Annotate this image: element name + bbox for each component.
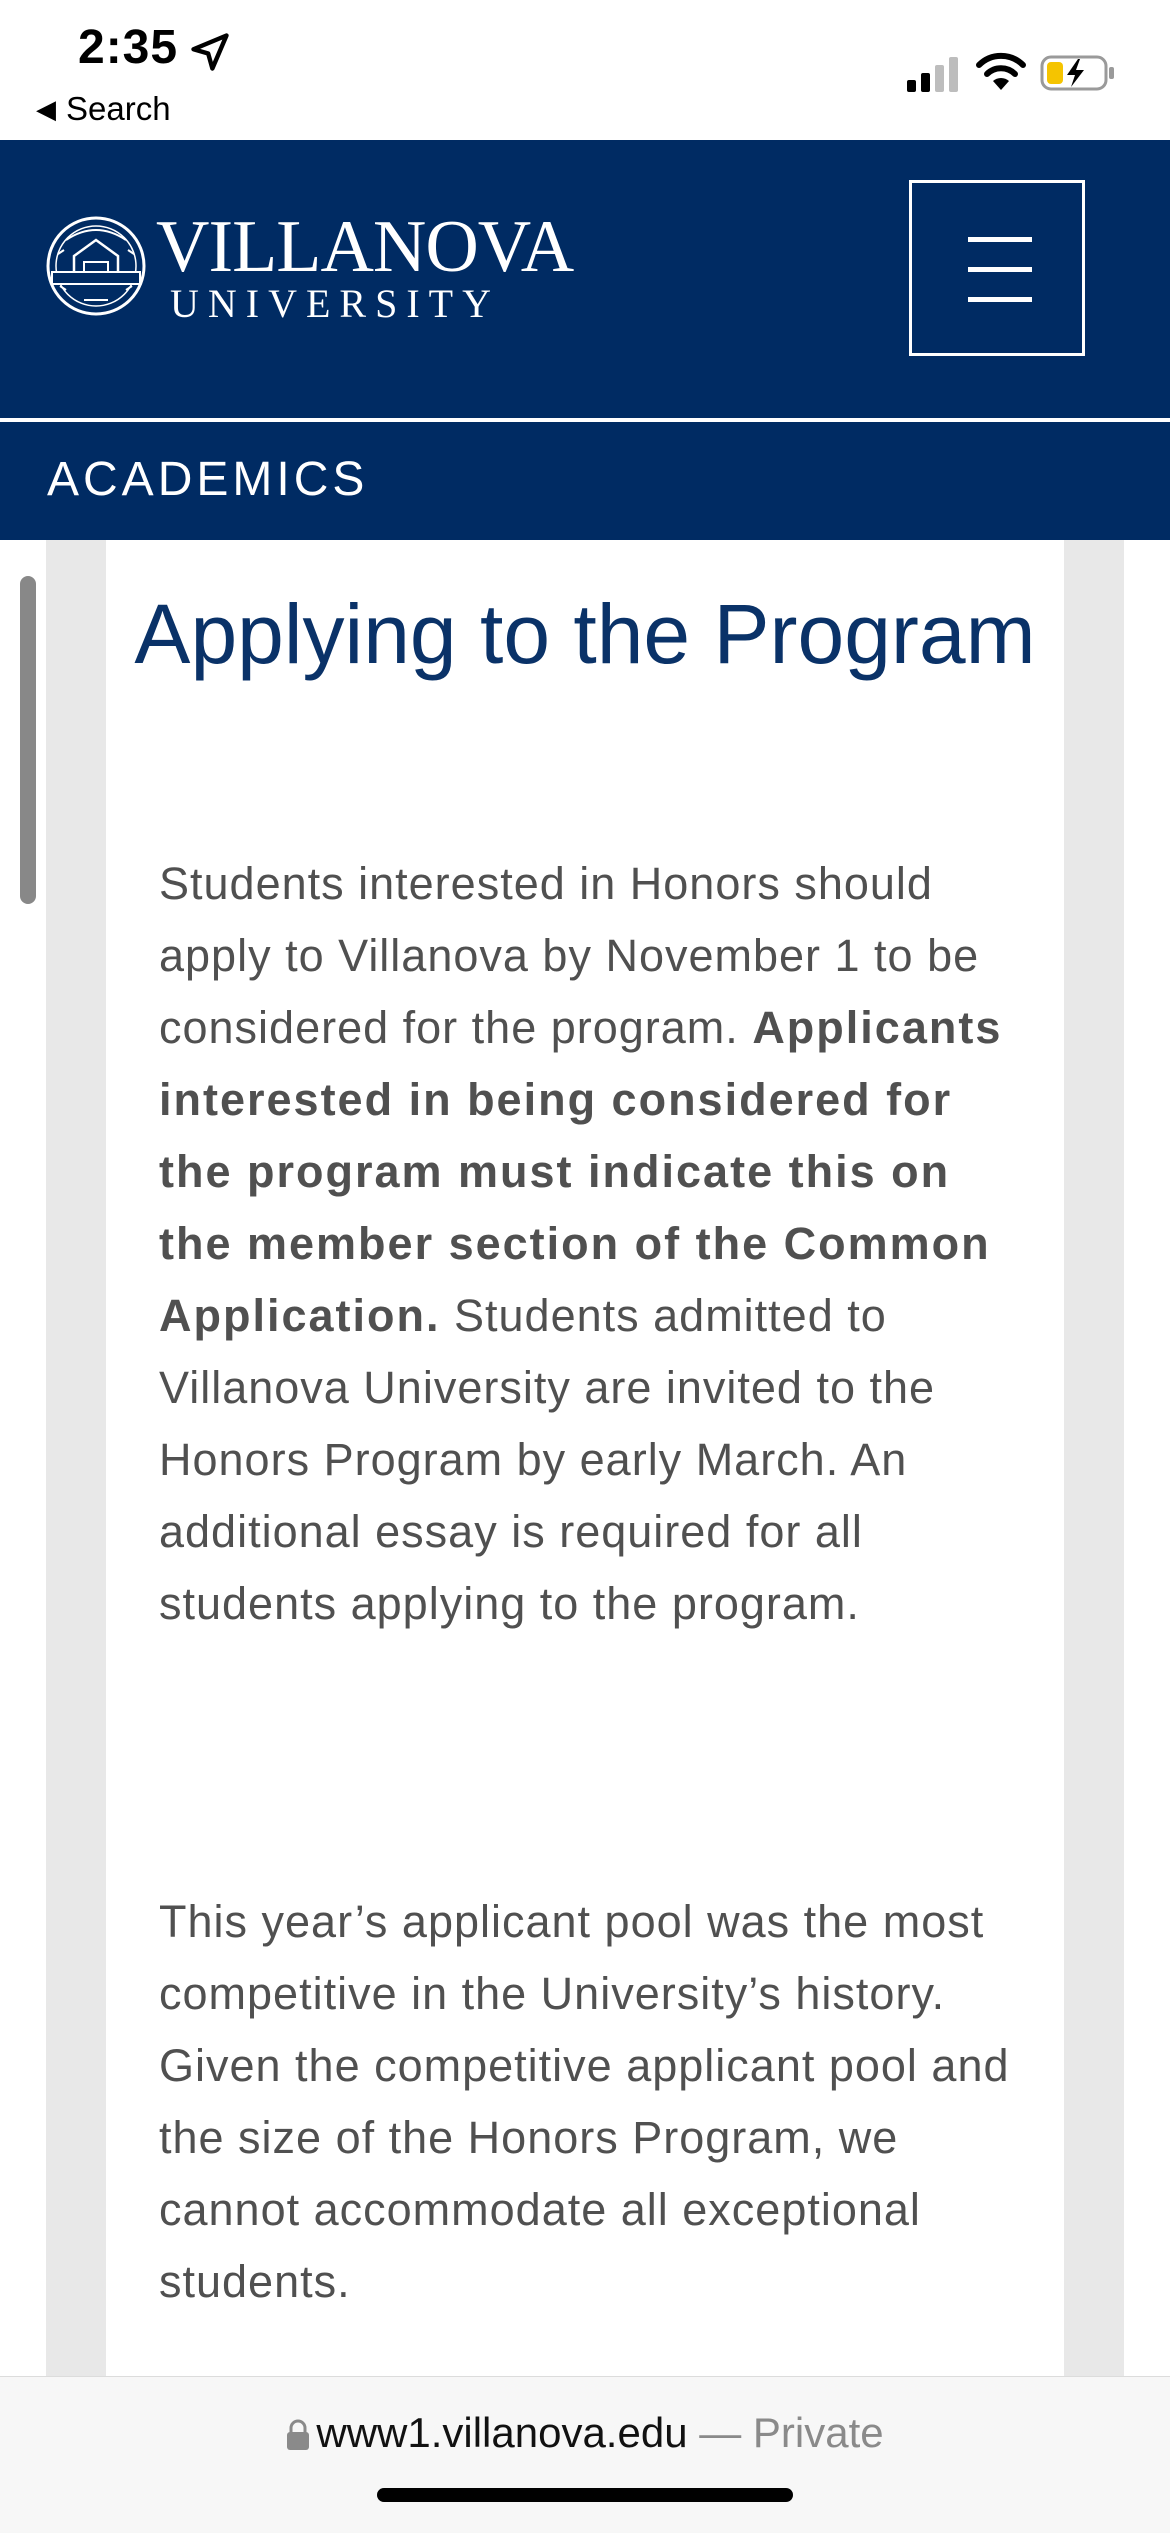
scrollbar[interactable]	[16, 572, 40, 976]
paragraph-application	[159, 848, 1029, 1640]
back-triangle-icon: ◀	[36, 94, 56, 124]
university-seal-icon	[44, 210, 156, 322]
scrollbar-thumb[interactable]	[20, 576, 36, 904]
status-bar	[0, 0, 1170, 140]
private-mode-label: Private	[752, 2409, 884, 2456]
browser-address-bar[interactable]	[0, 2376, 1170, 2533]
content-card	[106, 540, 1064, 2376]
status-time: 2:35	[78, 21, 179, 74]
hamburger-menu-button[interactable]	[909, 180, 1085, 356]
wifi-icon	[975, 52, 1027, 92]
menu-bar-icon	[968, 237, 1032, 242]
logo-wordmark: VILLANOVA	[156, 206, 574, 288]
logo-subtitle: UNIVERSITY	[170, 281, 500, 326]
section-nav-bar[interactable]	[0, 422, 1170, 540]
url-domain: www1.villanova.edu	[316, 2409, 688, 2456]
paragraph-intro-text: Students interested in Honors should apply to Villanova by November 1 to be considered for the program.	[159, 858, 980, 1053]
url-separator: —	[699, 2409, 742, 2456]
site-header	[0, 140, 1170, 420]
back-to-search-link[interactable]	[36, 90, 171, 128]
villanova-logo[interactable]	[44, 206, 604, 340]
location-arrow-icon	[188, 30, 232, 74]
page-heading: Applying to the Program	[134, 587, 1036, 681]
battery-charging-icon	[1040, 54, 1116, 92]
lock-icon	[286, 2419, 310, 2451]
menu-bar-icon	[968, 267, 1032, 272]
cellular-signal-icon	[905, 56, 961, 92]
paragraph-rest-text: Students admitted to Villanova University are invited to the Honors Program by early March. An additional essay is required for all students applying to the program.	[159, 1290, 936, 1629]
menu-bar-icon	[968, 297, 1032, 302]
url-display[interactable]	[0, 2409, 1170, 2457]
home-indicator[interactable]	[377, 2488, 793, 2502]
paragraph-applicant-pool: This year’s applicant pool was the most competitive in the University’s history. Given the competitive applicant pool and the size of the Honors Program, we cannot accommodate all exceptional students.	[159, 1896, 1010, 2307]
paragraph-bold-text: Applicants interested in being considered for the program must indicate this on the member section of the Common Application.	[159, 1002, 1003, 1341]
section-label: ACADEMICS	[47, 453, 369, 506]
back-search-label: Search	[66, 90, 171, 127]
